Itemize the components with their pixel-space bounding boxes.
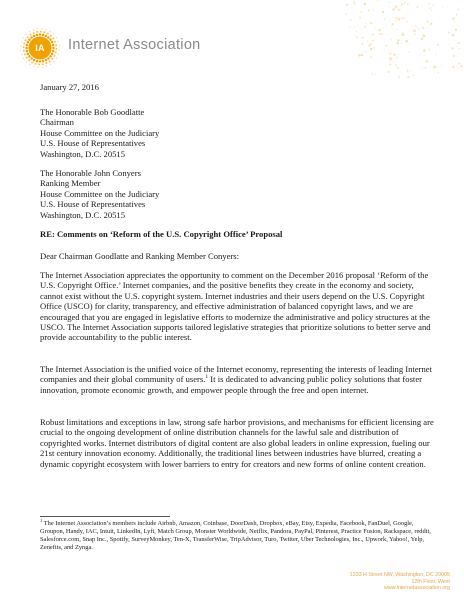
subject-line: RE: Comments on ‘Reform of the U.S. Copyright Office’ Proposal — [40, 229, 283, 239]
footer-website: www.internetassociation.org — [384, 585, 450, 592]
footnote-marker: 1 — [40, 517, 43, 523]
footer-street: 1333 H Street NW, Washington, DC 20005 — [349, 572, 450, 578]
paragraph-2-text: The Internet Association is the unified voice of the Internet economy, representing the interests of leading Internet companies and their global community of users. — [40, 364, 432, 385]
paragraph-1: The Internet Association appreciates the opportunity to comment on the December 2016 proposal ‘Reform of the U.S. Copyright Office.’ Internet companies, and the positive benefits they create in the economy and society, cannot exist without the U.S. copyright system. Internet industries and their users depend on the U.S. Copyright Office (USCO) for clarity, transparency, and effective administration of balanced copyright laws, and we are encouraged that you are engaged in legislative efforts to modernize the administrative and policy structures at the USCO. The Internet Association supports tailored legislative strategies that prioritize solutions to better serve and provide accountability to the public interest. — [40, 270, 431, 343]
footnote-divider — [40, 516, 170, 517]
recipient-name: The Honorable John Conyers — [40, 168, 141, 178]
org-name: Internet Association — [68, 37, 201, 53]
footnote-reference: 1 — [205, 374, 209, 381]
footer-floor: 12th Floor, West — [411, 578, 450, 585]
recipient-house: U.S. House of Representatives — [40, 138, 146, 149]
paragraph-3: Robust limitations and exceptions in law, strong safe harbor provisions, and mechanisms for efficient licensing are crucial to the ongoing development of online distribution channels for the lawful sale and distribution of copyrighted works. Internet distributors of digital content are also global leaders in online expression, fueling our 21st century innovation economy. Additionally, the traditional lines between industries have blurred, creating a dynamic copyright ecosystem with lower barriers to entry for creators and new forms of online content creation. — [40, 417, 434, 469]
recipient-name: The Honorable Bob Goodlatte — [40, 107, 145, 117]
recipient-city: Washington, D.C. 20515 — [40, 148, 126, 159]
recipient-house: U.S. House of Representatives — [40, 199, 146, 210]
recipient-title: Chairman — [40, 117, 74, 128]
recipient-address-2 — [40, 168, 436, 220]
salutation: Dear Chairman Goodlatte and Ranking Member Conyers: — [40, 251, 240, 261]
footer-address — [350, 572, 450, 592]
footnote-text: The Internet Association’s members include Airbnb, Amazon, Coinbase, DoorDash, Dropbox, eBay, Etsy, Expedia, Facebook, FanDuel, Google, Groupon, Handy, IAC, Intuit, LinkedIn, Lyft, Match Group, Monster Worldwide, Netflix, Pandora, PayPal, Pinterest, Practice Fusion, Rackspace, reddit, Salesforce.com, Snap Inc., Spotify, SurveyMonkey, Ten-X, TransferWise, TripAdvisor, Turo, Twitter, Uber Technologies, Inc., Upwork, Yahoo!, Yelp, Zenefits, and Zynga. — [40, 520, 431, 552]
paragraph-2 — [40, 364, 436, 395]
recipient-title: Ranking Member — [40, 178, 101, 189]
recipient-address-1 — [40, 107, 436, 159]
decorative-dot-pattern — [324, 0, 464, 80]
logo-initials: IA — [35, 43, 45, 53]
letter-date: January 27, 2016 — [40, 82, 99, 92]
recipient-committee: House Committee on the Judiciary — [40, 127, 160, 138]
recipient-city: Washington, D.C. 20515 — [40, 209, 126, 220]
logo — [18, 26, 62, 70]
paragraph-2-text-cont: It is dedicated to advancing public policy solutions that foster innovation, promote economic growth, and empower people through the free and open internet. — [40, 374, 422, 395]
recipient-committee: House Committee on the Judiciary — [40, 188, 160, 199]
footnote — [40, 517, 436, 552]
